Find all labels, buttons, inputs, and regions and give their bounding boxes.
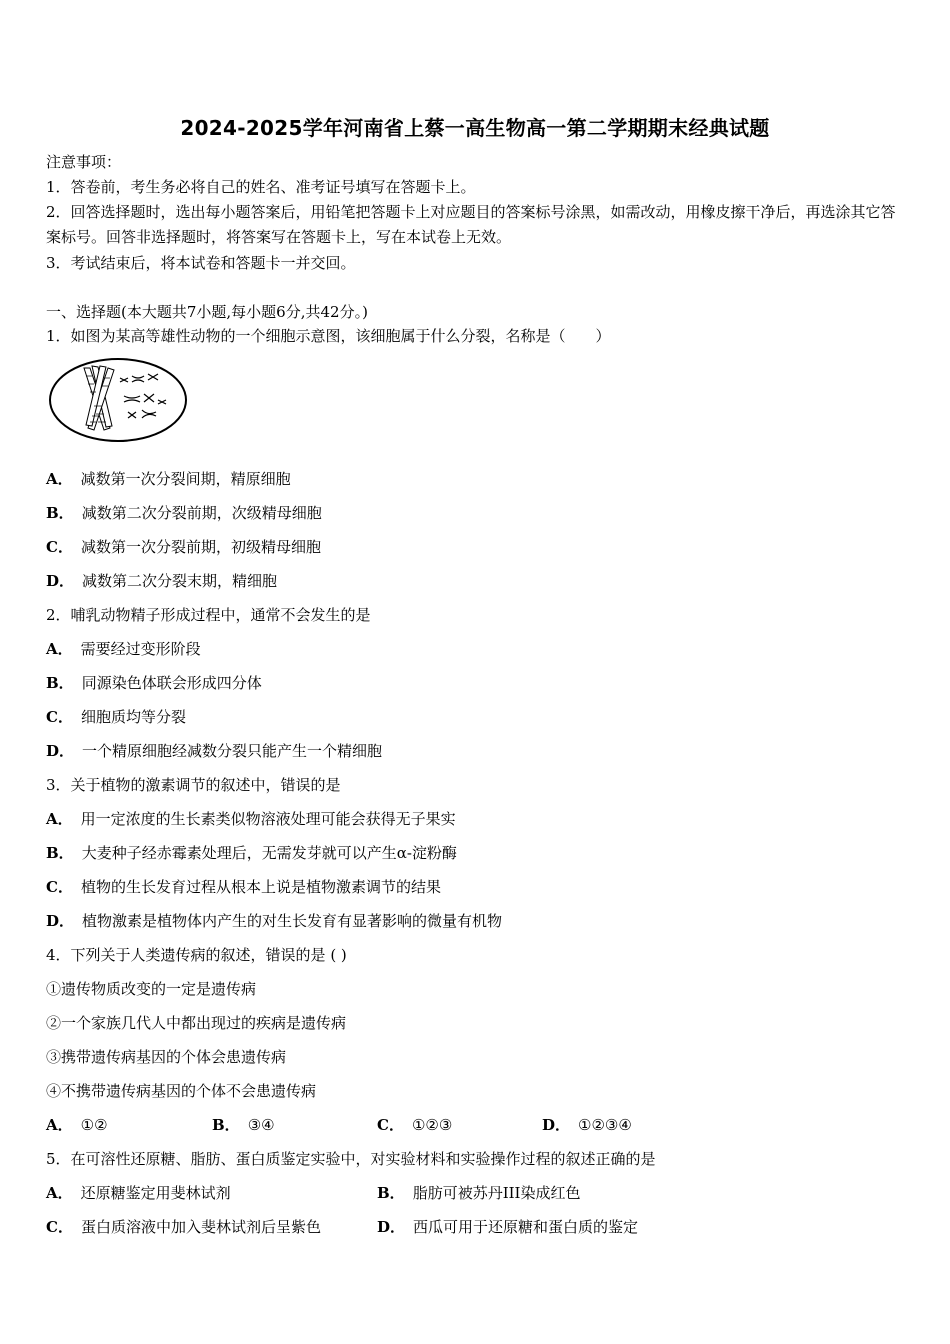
question-4-option-a[interactable] — [46, 1115, 108, 1135]
question-1-stem: 1．如图为某高等雄性动物的一个细胞示意图，该细胞属于什么分裂，名称是（ ） — [46, 327, 611, 345]
option-label: C． — [46, 538, 73, 556]
question-4-statement: ①遗传物质改变的一定是遗传病 — [46, 980, 257, 998]
option-label: B． — [377, 1184, 405, 1202]
question-1-option-d[interactable] — [46, 571, 277, 591]
note-item-2: 2．回答选择题时，选出每小题答案后，用铅笔把答题卡上对应题目的答案标号涂黑，如需改动，用橡皮擦干净后，再选涂其它答案标号。回答非选择题时，将答案写在答题卡上，写在本试卷上无效。 — [46, 203, 896, 246]
option-label: A． — [46, 1116, 73, 1134]
option-text: ③④ — [247, 1116, 275, 1134]
option-text: 同源染色体联会形成四分体 — [81, 674, 262, 692]
question-4-option-c[interactable] — [377, 1115, 452, 1135]
option-text: 还原糖鉴定用斐林试剂 — [80, 1184, 231, 1202]
page-title: 2024-2025学年河南省上蔡一高生物高一第二学期期末经典试题 — [180, 116, 770, 140]
note-item-3: 3．考试结束后，将本试卷和答题卡一并交回。 — [46, 254, 356, 272]
option-label: C． — [46, 878, 73, 896]
option-text: 大麦种子经赤霉素处理后，无需发芽就可以产生α-淀粉酶 — [81, 844, 457, 862]
question-5-option-c[interactable] — [46, 1217, 321, 1237]
option-label: C． — [46, 1218, 73, 1236]
option-text: 减数第二次分裂末期，精细胞 — [82, 572, 278, 590]
option-label: D． — [542, 1116, 571, 1134]
question-2-option-b[interactable] — [46, 673, 262, 693]
option-label: B． — [212, 1116, 240, 1134]
option-label: B． — [46, 674, 74, 692]
question-3-stem: 3．关于植物的激素调节的叙述中，错误的是 — [46, 776, 341, 794]
cell-diagram — [48, 356, 188, 444]
option-text: ①② — [80, 1116, 108, 1134]
question-2-option-d[interactable] — [46, 741, 382, 761]
option-text: 西瓜可用于还原糖和蛋白质的鉴定 — [413, 1218, 639, 1236]
question-1-option-c[interactable] — [46, 537, 321, 557]
option-label: D． — [377, 1218, 406, 1236]
question-2-stem: 2．哺乳动物精子形成过程中，通常不会发生的是 — [46, 606, 371, 624]
option-label: B． — [46, 844, 74, 862]
question-1-option-b[interactable] — [46, 503, 322, 523]
option-label: A． — [46, 810, 73, 828]
option-text: ①②③④ — [578, 1116, 632, 1134]
section-heading: 一、选择题(本大题共7小题,每小题6分,共42分。) — [46, 303, 368, 321]
question-4-option-d[interactable] — [542, 1115, 632, 1135]
question-4-option-b[interactable] — [212, 1115, 275, 1135]
question-5-stem: 5．在可溶性还原糖、脂肪、蛋白质鉴定实验中，对实验材料和实验操作过程的叙述正确的是 — [46, 1150, 656, 1168]
question-3-option-d[interactable] — [46, 911, 502, 931]
option-label: D． — [46, 572, 75, 590]
option-text: 减数第一次分裂前期，初级精母细胞 — [80, 538, 321, 556]
question-3-option-b[interactable] — [46, 843, 457, 863]
option-label: B． — [46, 504, 74, 522]
option-text: 脂肪可被苏丹III染成红色 — [412, 1184, 581, 1202]
option-text: 蛋白质溶液中加入斐林试剂后呈紫色 — [80, 1218, 321, 1236]
question-2-option-a[interactable] — [46, 639, 201, 659]
question-3-option-a[interactable] — [46, 809, 456, 829]
question-4-stem: 4．下列关于人类遗传病的叙述，错误的是 ( ) — [46, 946, 347, 964]
option-text: 减数第一次分裂间期，精原细胞 — [80, 470, 291, 488]
option-label: C． — [377, 1116, 404, 1134]
option-label: D． — [46, 742, 75, 760]
option-label: A． — [46, 640, 73, 658]
question-4-statement: ③携带遗传病基因的个体会患遗传病 — [46, 1048, 287, 1066]
option-text: 减数第二次分裂前期，次级精母细胞 — [81, 504, 322, 522]
option-text: ①②③ — [411, 1116, 453, 1134]
option-text: 细胞质均等分裂 — [80, 708, 186, 726]
question-5-option-d[interactable] — [377, 1217, 638, 1237]
question-2-option-c[interactable] — [46, 707, 186, 727]
option-text: 用一定浓度的生长素类似物溶液处理可能会获得无子果实 — [80, 810, 456, 828]
question-4-statement: ②一个家族几代人中都出现过的疾病是遗传病 — [46, 1014, 347, 1032]
notes-heading: 注意事项： — [46, 153, 122, 171]
question-5-option-b[interactable] — [377, 1183, 580, 1203]
option-text: 植物的生长发育过程从根本上说是植物激素调节的结果 — [80, 878, 441, 896]
option-label: A． — [46, 1184, 73, 1202]
option-text: 需要经过变形阶段 — [80, 640, 201, 658]
option-label: D． — [46, 912, 75, 930]
option-label: A． — [46, 470, 73, 488]
option-text: 一个精原细胞经减数分裂只能产生一个精细胞 — [82, 742, 383, 760]
question-4-statement: ④不携带遗传病基因的个体不会患遗传病 — [46, 1082, 317, 1100]
question-3-option-c[interactable] — [46, 877, 441, 897]
question-1-option-a[interactable] — [46, 469, 291, 489]
question-5-option-a[interactable] — [46, 1183, 231, 1203]
option-label: C． — [46, 708, 73, 726]
note-item-1: 1．答卷前，考生务必将自己的姓名、准考证号填写在答题卡上。 — [46, 178, 476, 196]
option-text: 植物激素是植物体内产生的对生长发育有显著影响的微量有机物 — [82, 912, 503, 930]
